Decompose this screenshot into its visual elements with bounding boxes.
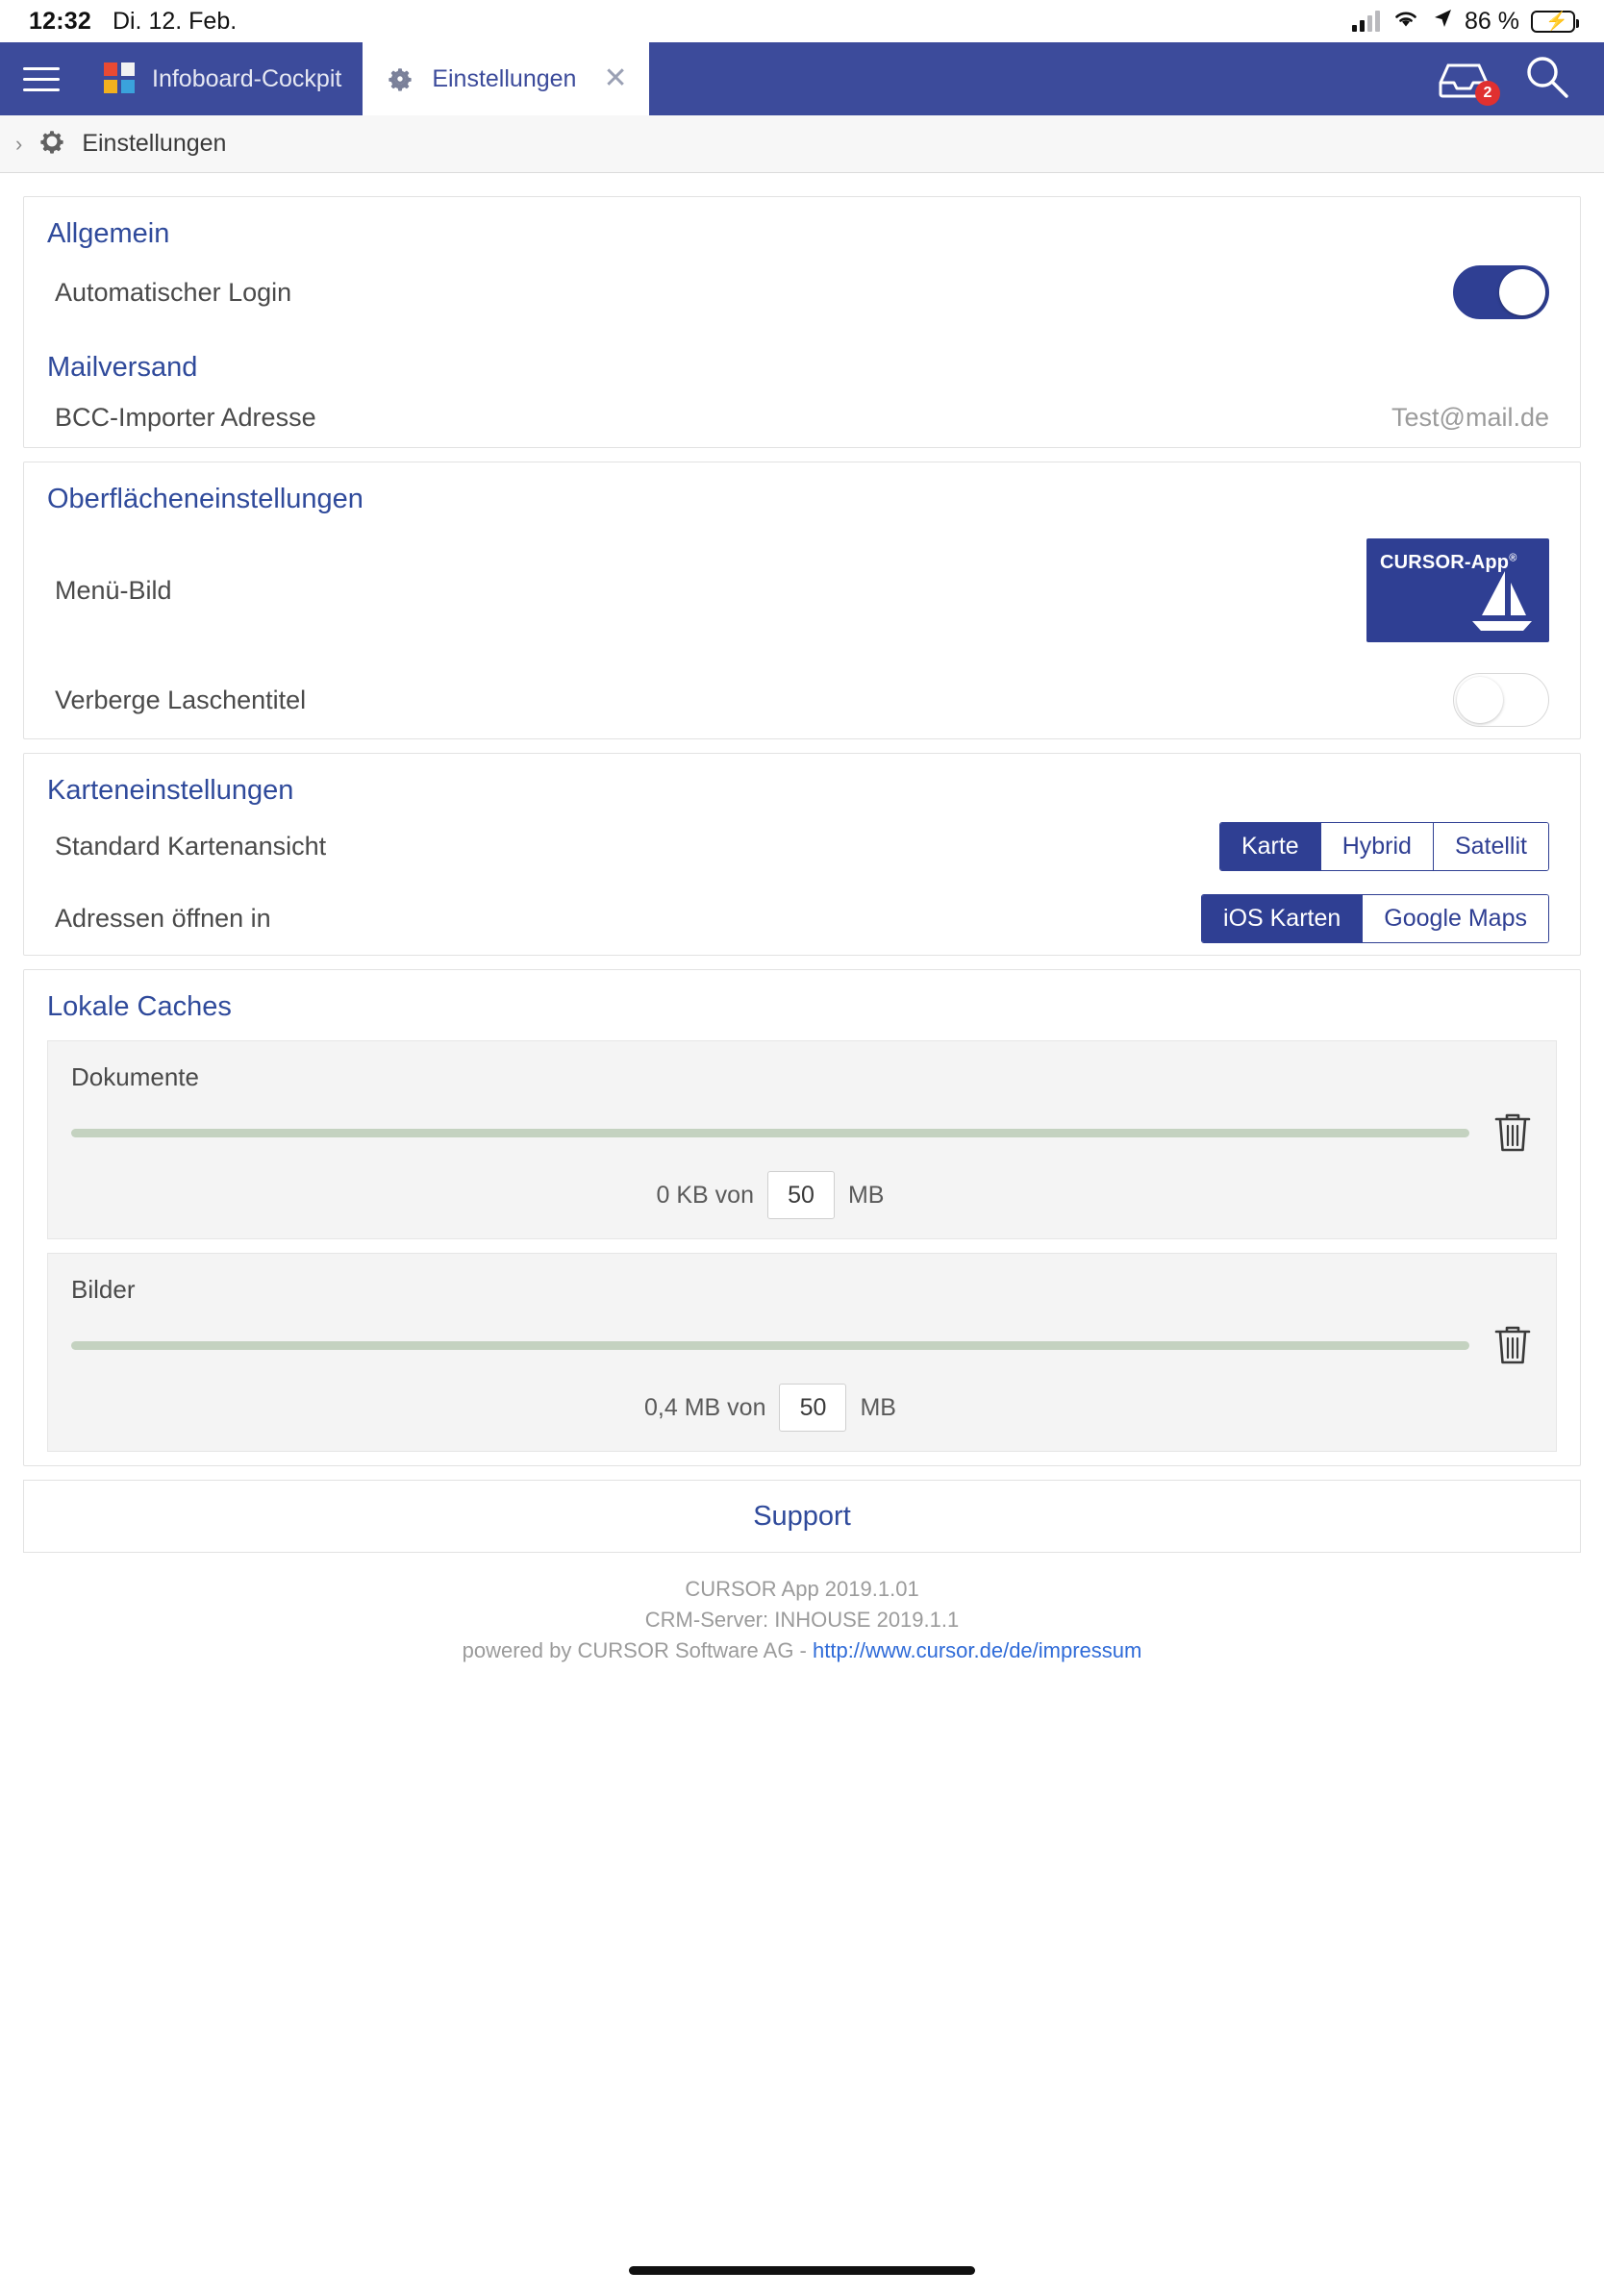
location-arrow-icon (1432, 8, 1453, 36)
status-date: Di. 12. Feb. (112, 7, 238, 35)
settings-content (0, 196, 1604, 1666)
segmented-kartenansicht (1219, 822, 1549, 871)
row-standard-kartenansicht (24, 811, 1580, 883)
impressum-link[interactable]: http://www.cursor.de/de/impressum (813, 1637, 1142, 1662)
footer-powered-prefix: powered by CURSOR Software AG - (462, 1637, 813, 1662)
infoboard-tiles-icon (104, 62, 137, 95)
close-icon[interactable]: ✕ (603, 62, 628, 94)
segment-option-karte[interactable]: Karte (1220, 823, 1321, 870)
row-label: Verberge Laschentitel (55, 685, 307, 714)
gear-icon (384, 62, 416, 95)
cache-unit: MB (847, 1181, 885, 1209)
row-adressen-oeffnen-in (24, 883, 1580, 955)
footer (0, 1553, 1604, 1666)
section-title-mailversand: Mailversand (47, 352, 198, 383)
section-title-karten: Karteneinstellungen (47, 775, 294, 806)
menu-image-preview[interactable] (1366, 538, 1549, 642)
toggle-verberge-laschentitel[interactable] (1453, 673, 1549, 727)
search-icon[interactable] (1523, 53, 1571, 106)
status-time: 12:32 (29, 7, 91, 35)
card-karteneinstellungen (23, 753, 1581, 956)
signal-bars-icon (1352, 11, 1380, 32)
gear-icon (36, 125, 68, 162)
cache-item-dokumente (47, 1040, 1557, 1239)
battery-percent: 86 % (1465, 7, 1519, 35)
toggle-automatischer-login[interactable] (1453, 265, 1549, 319)
section-title-oberflaeche: Oberflächeneinstellungen (47, 484, 363, 514)
cache-item-bilder (47, 1253, 1557, 1452)
footer-app-version: CURSOR App 2019.1.01 (685, 1577, 919, 1601)
status-right-cluster (1352, 8, 1575, 36)
home-indicator (629, 2266, 975, 2275)
row-menue-bild (24, 519, 1580, 661)
tab-einstellungen[interactable] (363, 42, 648, 115)
cache-used-text: 0,4 MB von (644, 1393, 766, 1421)
row-label: Adressen öffnen in (55, 904, 271, 933)
row-label: Menü-Bild (55, 575, 172, 605)
bcc-value[interactable]: Test@mail.de (1391, 402, 1549, 432)
cache-limit-input[interactable] (779, 1384, 846, 1432)
sailboat-icon (1463, 565, 1538, 635)
tab-label: Infoboard-Cockpit (152, 64, 342, 92)
section-title-lokale-caches: Lokale Caches (47, 991, 232, 1022)
app-header (0, 42, 1604, 115)
hamburger-menu-icon[interactable] (0, 42, 83, 115)
row-bcc-importer-adresse (24, 387, 1580, 447)
row-automatischer-login (24, 254, 1580, 331)
support-label: Support (753, 1500, 851, 1532)
cache-name: Bilder (71, 1275, 136, 1304)
cache-progress-bar (71, 1341, 1469, 1350)
cache-used-text: 0 KB von (656, 1181, 754, 1209)
cache-unit: MB (860, 1393, 896, 1421)
tab-label: Einstellungen (432, 64, 577, 92)
tab-infoboard-cockpit[interactable] (83, 42, 363, 115)
wifi-icon (1391, 8, 1420, 36)
segment-option-google-maps[interactable]: Google Maps (1363, 895, 1548, 942)
segment-option-satellit[interactable]: Satellit (1434, 823, 1548, 870)
row-label: BCC-Importer Adresse (55, 402, 316, 432)
footer-powered-by (0, 1635, 1604, 1666)
segmented-adressen-oeffnen (1201, 894, 1549, 943)
row-label: Standard Kartenansicht (55, 832, 327, 861)
row-label: Automatischer Login (55, 277, 292, 307)
menu-image-brand: CURSOR-App® (1380, 552, 1517, 573)
status-bar (0, 0, 1604, 42)
breadcrumb (0, 115, 1604, 173)
card-allgemein (23, 196, 1581, 448)
footer-crm-server: CRM-Server: INHOUSE 2019.1.1 (644, 1607, 960, 1632)
support-button[interactable] (23, 1480, 1581, 1553)
breadcrumb-label: Einstellungen (82, 130, 227, 157)
inbox-badge: 2 (1475, 81, 1500, 106)
trash-icon[interactable] (1492, 1110, 1533, 1156)
cache-limit-input[interactable] (767, 1171, 835, 1219)
card-lokale-caches (23, 969, 1581, 1466)
battery-charging-icon: ⚡ (1531, 11, 1575, 33)
segment-option-hybrid[interactable]: Hybrid (1321, 823, 1434, 870)
segment-option-ios-karten[interactable]: iOS Karten (1202, 895, 1363, 942)
section-title-allgemein: Allgemein (47, 218, 170, 249)
trash-icon[interactable] (1492, 1322, 1533, 1368)
card-oberflaecheneinstellungen (23, 462, 1581, 739)
breadcrumb-chevron-icon: › (15, 131, 23, 156)
cache-name: Dokumente (71, 1062, 199, 1091)
inbox-icon[interactable] (1437, 58, 1491, 100)
app-header-actions (1437, 42, 1604, 115)
row-verberge-laschentitel (24, 661, 1580, 738)
cache-progress-bar (71, 1129, 1469, 1137)
